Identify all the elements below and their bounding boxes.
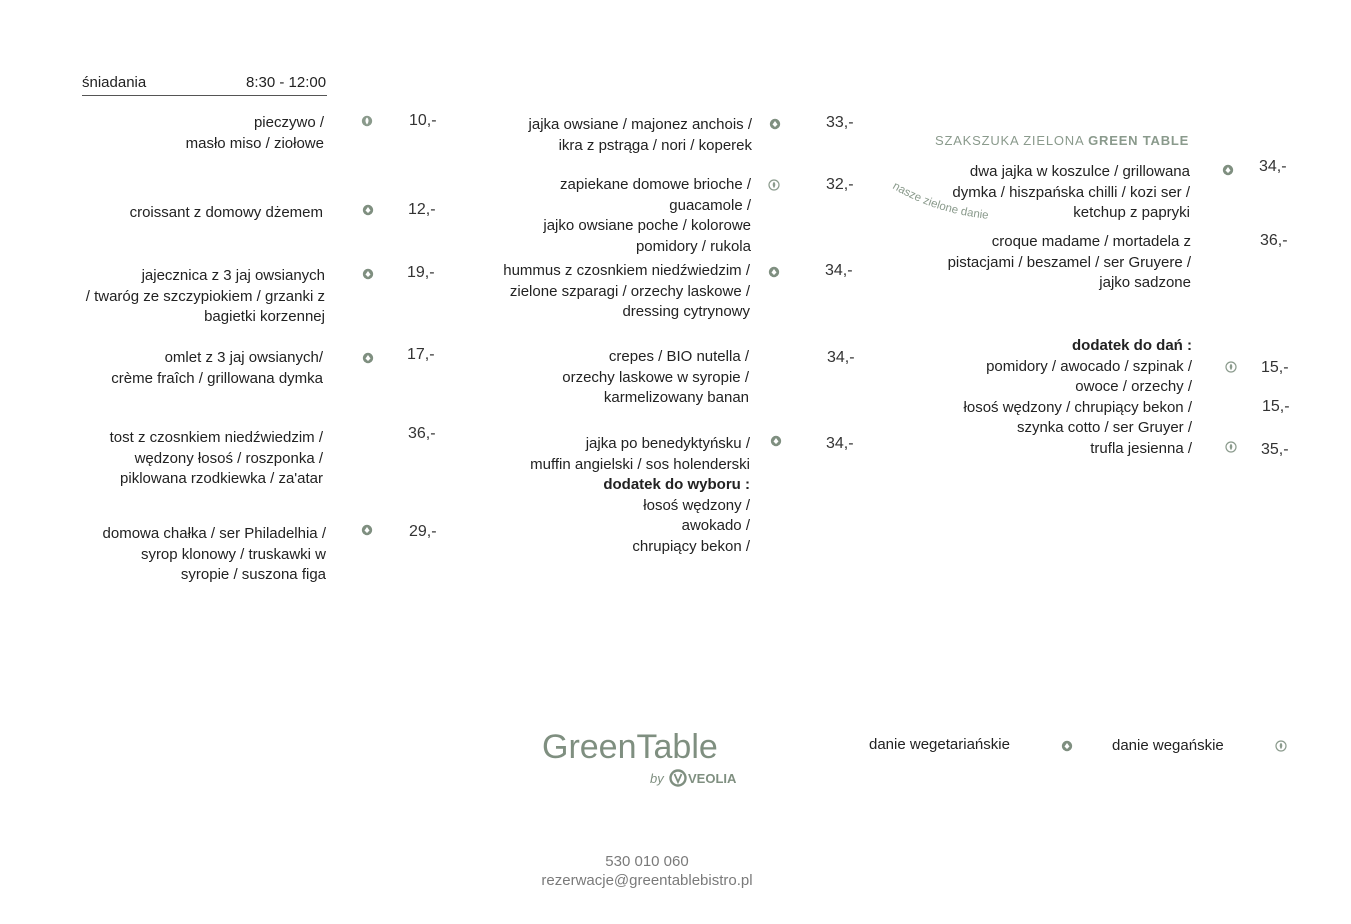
vegan-icon	[1275, 740, 1287, 752]
section-hours: 8:30 - 12:00	[246, 74, 327, 91]
menu-item-szakszuka: dwa jajka w koszulce / grillowana dymka / hiszpańska chilli / kozi ser / ketchup z papryki	[952, 163, 1190, 221]
price: 34,-	[826, 435, 854, 452]
vegetarian-icon	[768, 266, 780, 278]
legend-vegan-label: danie wegańskie	[1112, 737, 1224, 754]
contact-email[interactable]: rezerwacje@greentablebistro.pl	[541, 872, 753, 889]
price: 15,-	[1261, 359, 1289, 376]
menu-item-pieczywo: pieczywo / masło miso / ziołowe	[185, 114, 324, 152]
vegetarian-icon	[361, 524, 373, 536]
contact-phone[interactable]: 530 010 060	[605, 853, 689, 870]
vegan-icon	[1225, 361, 1237, 373]
menu-item-hummus: hummus z czosnkiem niedźwiedzim / zielone szparagi / orzechy laskowe / dressing cytrynowy	[503, 262, 750, 320]
menu-item-brioche: zapiekane domowe brioche / guacamole / jajko owsiane poche / kolorowe pomidory / rukola	[543, 176, 751, 255]
menu-item-tost: tost z czosnkiem niedźwiedzim / wędzony łosoś / roszponka / piklowana rzodkiewka / za'atar	[109, 429, 323, 487]
price: 36,-	[408, 425, 436, 442]
price: 34,-	[827, 349, 855, 366]
price: 12,-	[408, 201, 436, 218]
price: 36,-	[1260, 232, 1288, 249]
price: 19,-	[407, 264, 435, 281]
menu-item-jajecznica: jajecznica z 3 jaj owsianych / twaróg ze szczypiokiem / grzanki z bagietki korzennej	[85, 267, 325, 325]
price: 32,-	[826, 176, 854, 193]
price: 34,-	[825, 262, 853, 279]
menu-item-chalka: domowa chałka / ser Philadelhia / syrop klonowy / truskawki w syropie / suszona figa	[102, 525, 326, 583]
vegetarian-icon	[1222, 164, 1234, 176]
vegetarian-icon	[362, 204, 374, 216]
vegan-icon	[361, 115, 373, 127]
svg-text:GreenTable: GreenTable	[542, 728, 718, 766]
menu-item-jajka-owsiane: jajka owsiane / majonez anchois / ikra z pstrąga / nori / koperek	[528, 116, 752, 154]
vegetarian-icon	[770, 435, 782, 447]
vegetarian-icon	[769, 118, 781, 130]
header-divider	[82, 95, 327, 96]
vegetarian-icon	[362, 352, 374, 364]
vegan-icon	[1225, 441, 1237, 453]
greentable-logo	[540, 726, 750, 792]
price: 29,-	[409, 523, 437, 540]
svg-text:VEOLIA: VEOLIA	[688, 771, 737, 786]
price: 35,-	[1261, 441, 1289, 458]
price: 33,-	[826, 114, 854, 131]
menu-item-croissant: croissant z domowy dżemem	[129, 204, 323, 221]
vegan-icon	[768, 179, 780, 191]
vegetarian-icon	[362, 268, 374, 280]
legend-vegetarian-label: danie wegetariańskie	[869, 736, 1010, 753]
special-title: SZAKSZUKA ZIELONA GREEN TABLE	[935, 133, 1190, 148]
menu-item-croque: croque madame / mortadela z pistacjami / beszamel / ser Gruyere / jajko sadzone	[947, 233, 1191, 291]
svg-text:by: by	[650, 771, 664, 786]
price: 34,-	[1259, 158, 1287, 175]
vegetarian-icon	[1061, 740, 1073, 752]
menu-item-omlet: omlet z 3 jaj owsianych/ crème fraîch / grillowana dymka	[111, 349, 323, 387]
price: 15,-	[1262, 398, 1290, 415]
section-title: śniadania	[82, 74, 147, 91]
addons-list: dodatek do dań : pomidory / awocado / szpinak / owoce / orzechy / łosoś wędzony / chrupiący bekon / szynka cotto / ser Gruyer / trufla jesienna /	[963, 337, 1192, 457]
menu-item-benedykt: jajka po benedyktyńsku / muffin angielski / sos holenderski dodatek do wyboru : łosoś wędzony / awokado / chrupiący bekon /	[530, 435, 750, 555]
svg-text:nasze zielone danie: nasze zielone danie	[890, 180, 990, 222]
price: 10,-	[409, 112, 437, 129]
price: 17,-	[407, 346, 435, 363]
menu-item-crepes: crepes / BIO nutella / orzechy laskowe w syropie / karmelizowany banan	[562, 348, 749, 406]
